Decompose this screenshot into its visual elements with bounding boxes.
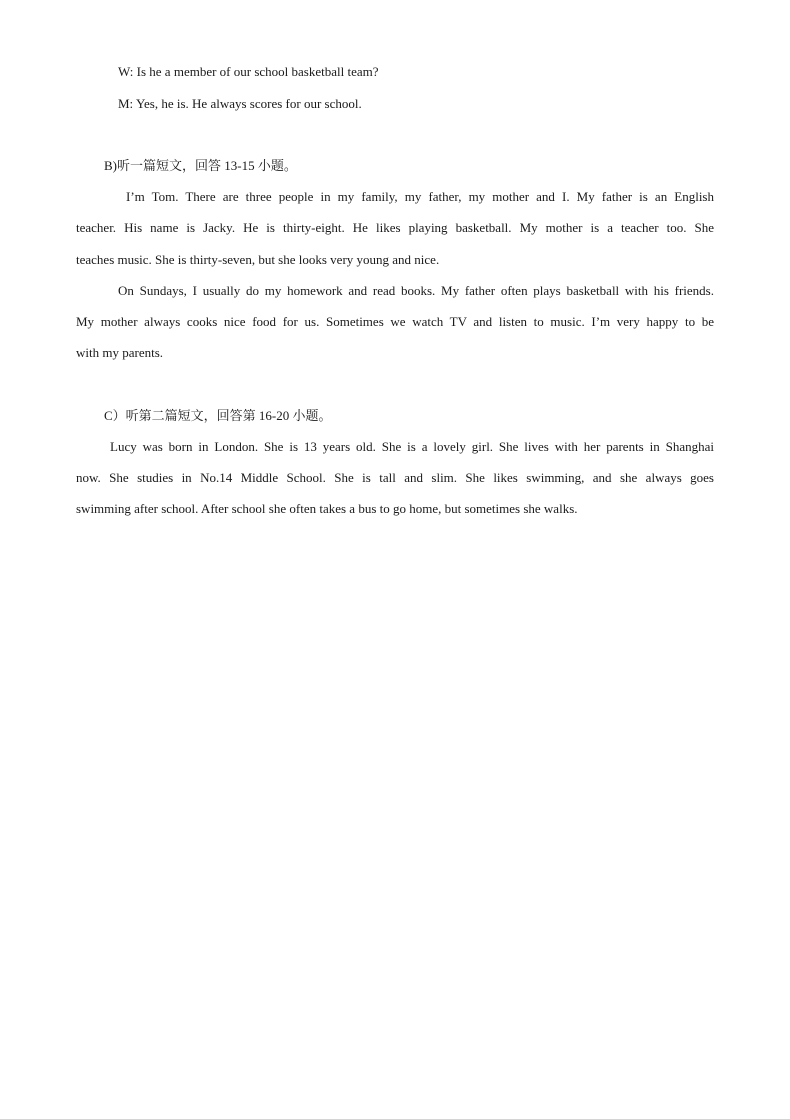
section-b-paragraph-2-line-1: On Sundays, I usually do my homework and read books. My father often plays basketball with his friends. — [118, 283, 714, 298]
dialogue-w-line: W: Is he a member of our school basketball team? — [118, 64, 379, 79]
section-b-paragraph-2-line-3: with my parents. — [76, 345, 164, 360]
section-c-paragraph-line-3: swimming after school. After school she often takes a bus to go home, but sometimes she walks. — [76, 501, 578, 516]
section-b-paragraph-1-line-3: teaches music. She is thirty-seven, but she looks very young and nice. — [76, 252, 440, 267]
section-b-paragraph-1-line-1: I’m Tom. There are three people in my family, my father, my mother and I. My father is an English — [126, 189, 714, 204]
dialogue-m-line: M: Yes, he is. He always scores for our school. — [118, 96, 362, 111]
section-c-heading: C）听第二篇短文，回答第 16-20 小题。 — [104, 408, 332, 423]
section-b-paragraph-2-line-2: My mother always cooks nice food for us. Sometimes we watch TV and listen to music. I’m very happy to be — [76, 314, 714, 329]
section-c-paragraph-line-1: Lucy was born in London. She is 13 years old. She is a lovely girl. She lives with her parents in Shanghai — [110, 439, 714, 454]
section-b-heading: B)听一篇短文，回答 13-15 小题。 — [104, 158, 297, 173]
section-c-paragraph-line-2: now. She studies in No.14 Middle School. She is tall and slim. She likes swimming, and she always goes — [76, 470, 714, 485]
section-b-paragraph-1-line-2: teacher. His name is Jacky. He is thirty-eight. He likes playing basketball. My mother is a teacher too. She — [76, 220, 714, 235]
